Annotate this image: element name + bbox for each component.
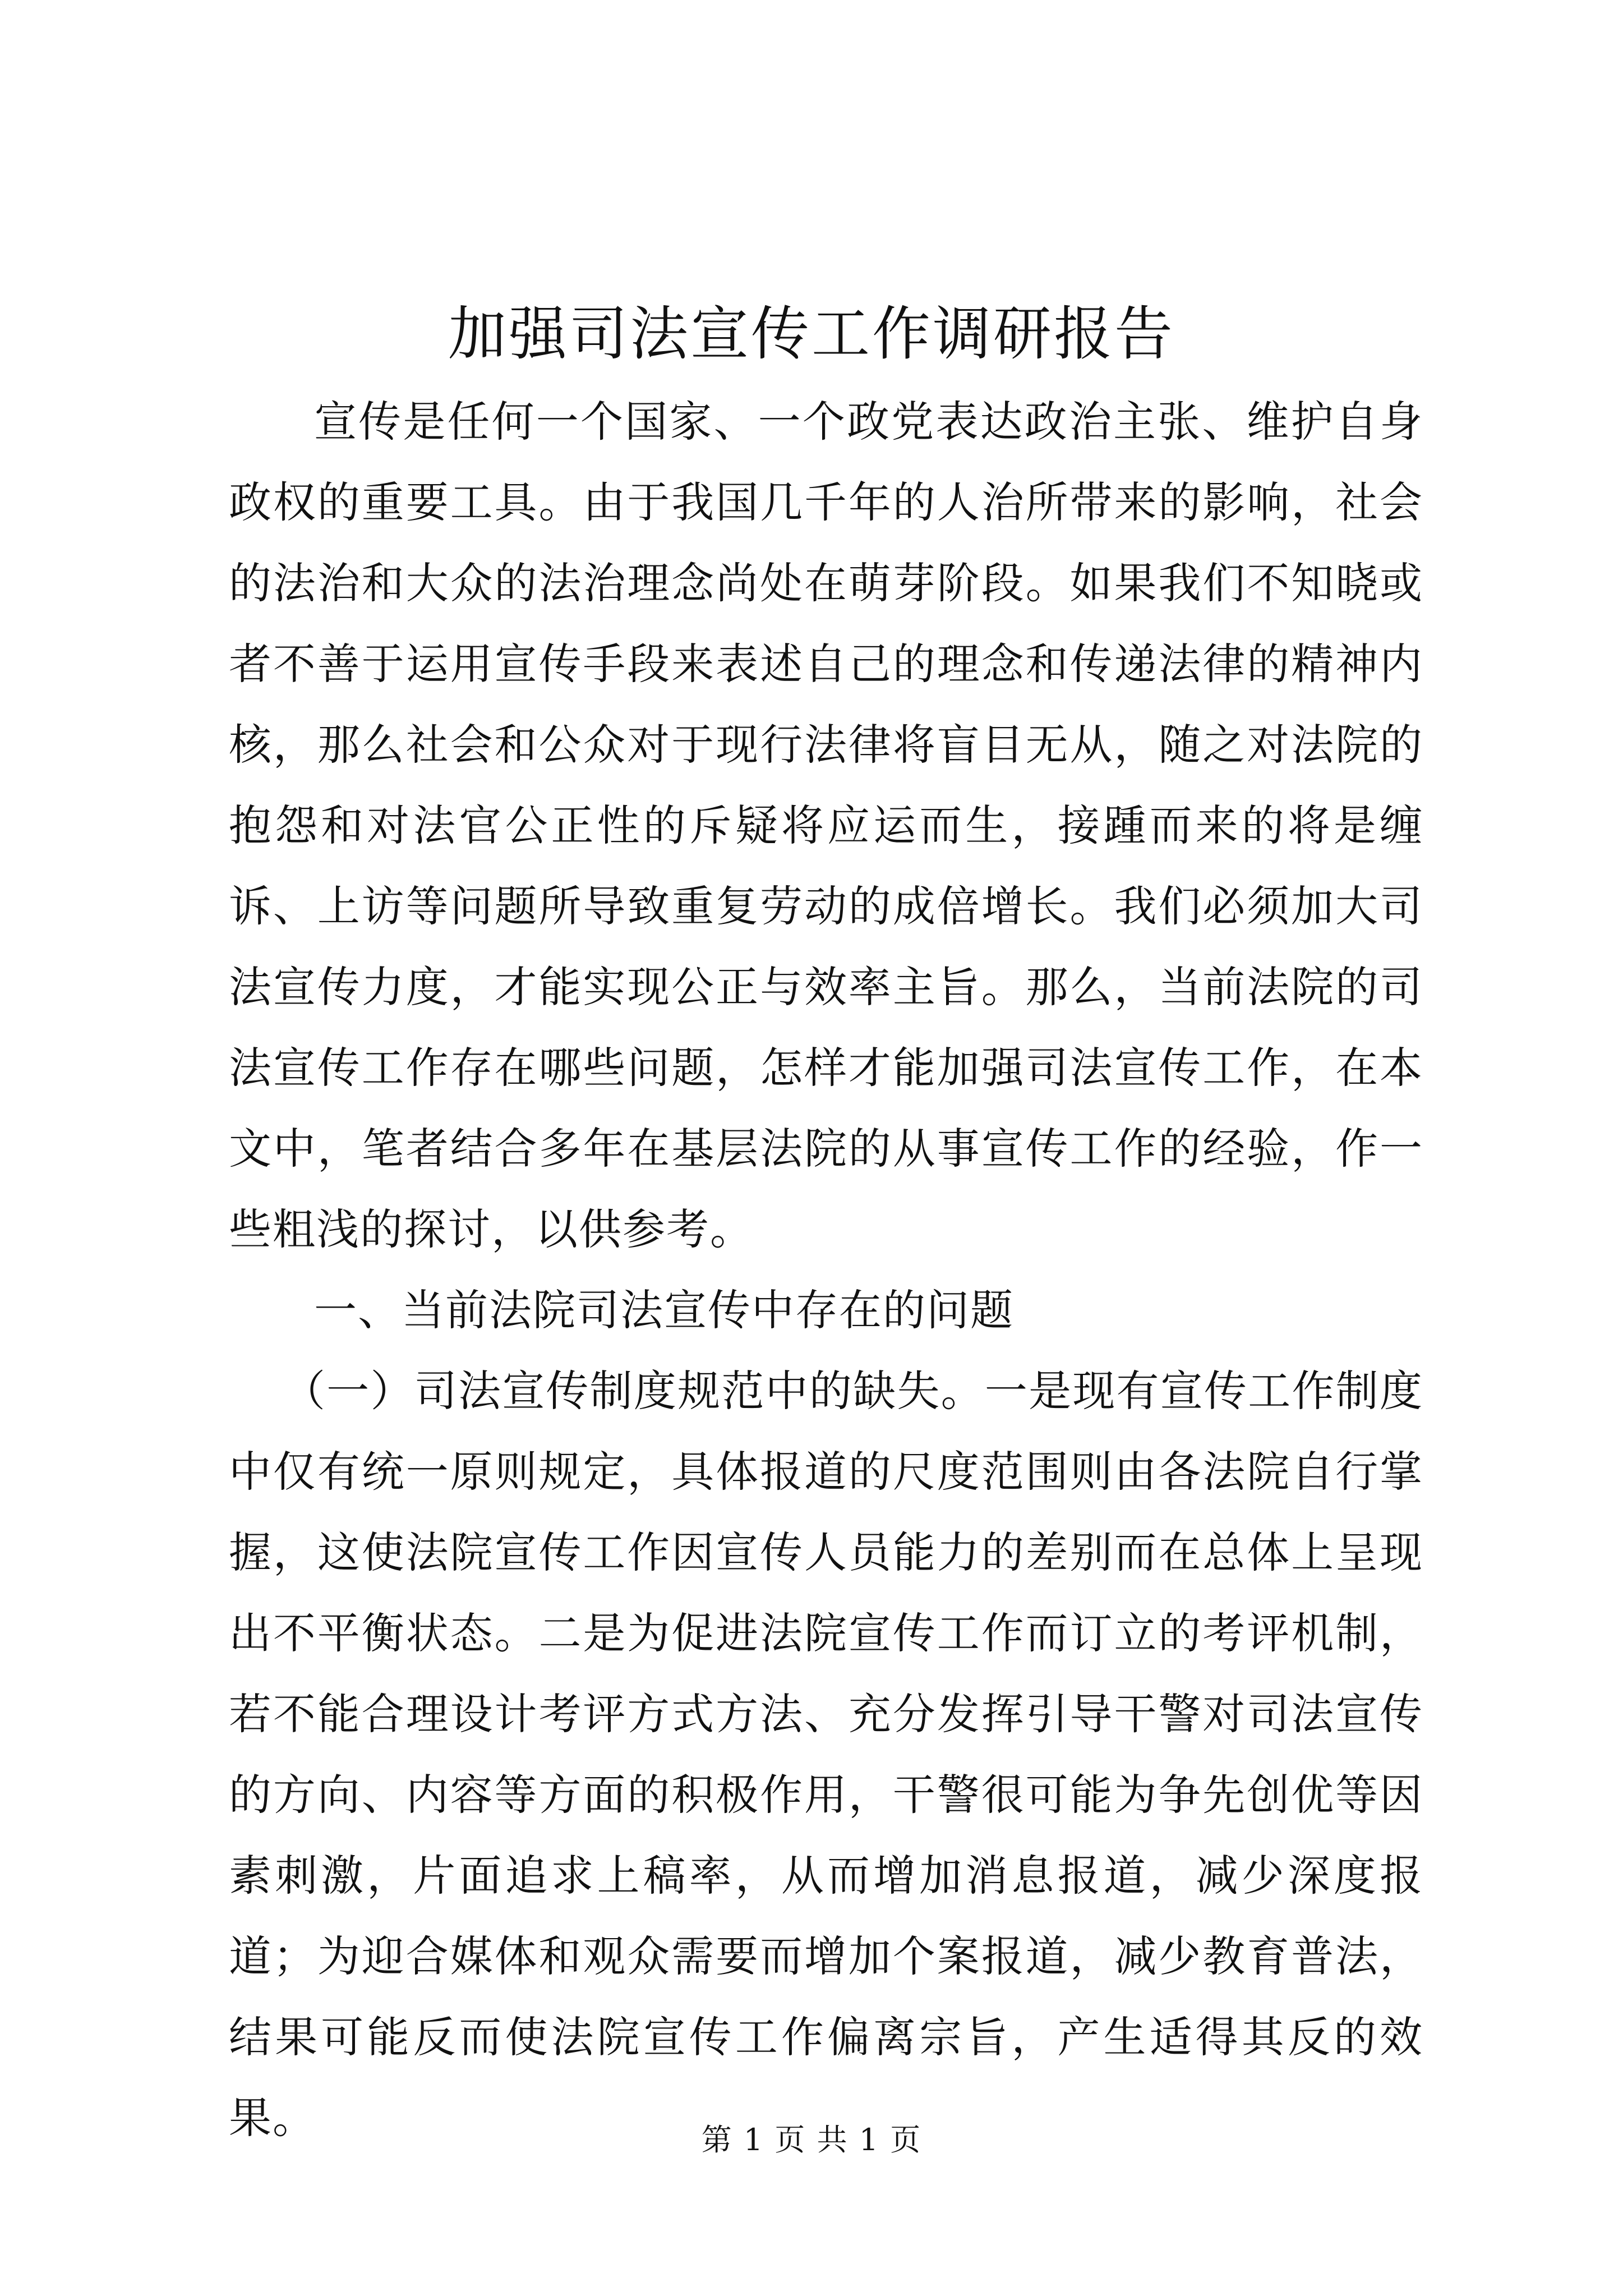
intro-paragraph: 宣传是任何一个国家、一个政党表达政治主张、维护自身政权的重要工具。由于我国几千年的人治所带来的影响，社会的法治和大众的法治理念尚处在萌芽阶段。如果我们不知晓或者不善于运用宣传手段来表述自己的理念和传递法律的精神内核，那么社会和公众对于现行法律将盲目无从，随之对法院的抱怨和对法官公正性的斥疑将应运而生，接踵而来的将是缠诉、上访等问题所导致重复劳动的成倍增长。我们必须加大司法宣传力度，才能实现公正与效率主旨。那么，当前法院的司法宣传工作存在哪些问题，怎样才能加强司法宣传工作，在本文中，笔者结合多年在基层法院的从事宣传工作的经验，作一些粗浅的探讨，以供参考。 [229,397,1423,1254]
subsection-paragraph: （一）司法宣传制度规范中的缺失。一是现有宣传工作制度中仅有统一原则规定，具体报道的尺度范围则由各法院自行掌握，这使法院宣传工作因宣传人员能力的差别而在总体上呈现出不平衡状态。二是为促进法院宣传工作而订立的考评机制，若不能合理设计考评方式方法、充分发挥引导干警对司法宣传的方向、内容等方面的积极作用，干警很可能为争先创优等因素刺激，片面追求上稿率，从而增加消息报道，减少深度报道；为迎合媒体和观众需要而增加个案报道，减少教育普法，结果可能反而使法院宣传工作偏离宗旨，产生适得其反的效果。 [229,1366,1423,2143]
document-body [229,381,1423,2159]
section-heading: 一、当前法院司法宣传中存在的问题 [314,1285,1014,1335]
page-footer: 第 1 页 共 1 页 [701,2122,922,2157]
document-title: 加强司法宣传工作调研报告 [448,300,1175,368]
